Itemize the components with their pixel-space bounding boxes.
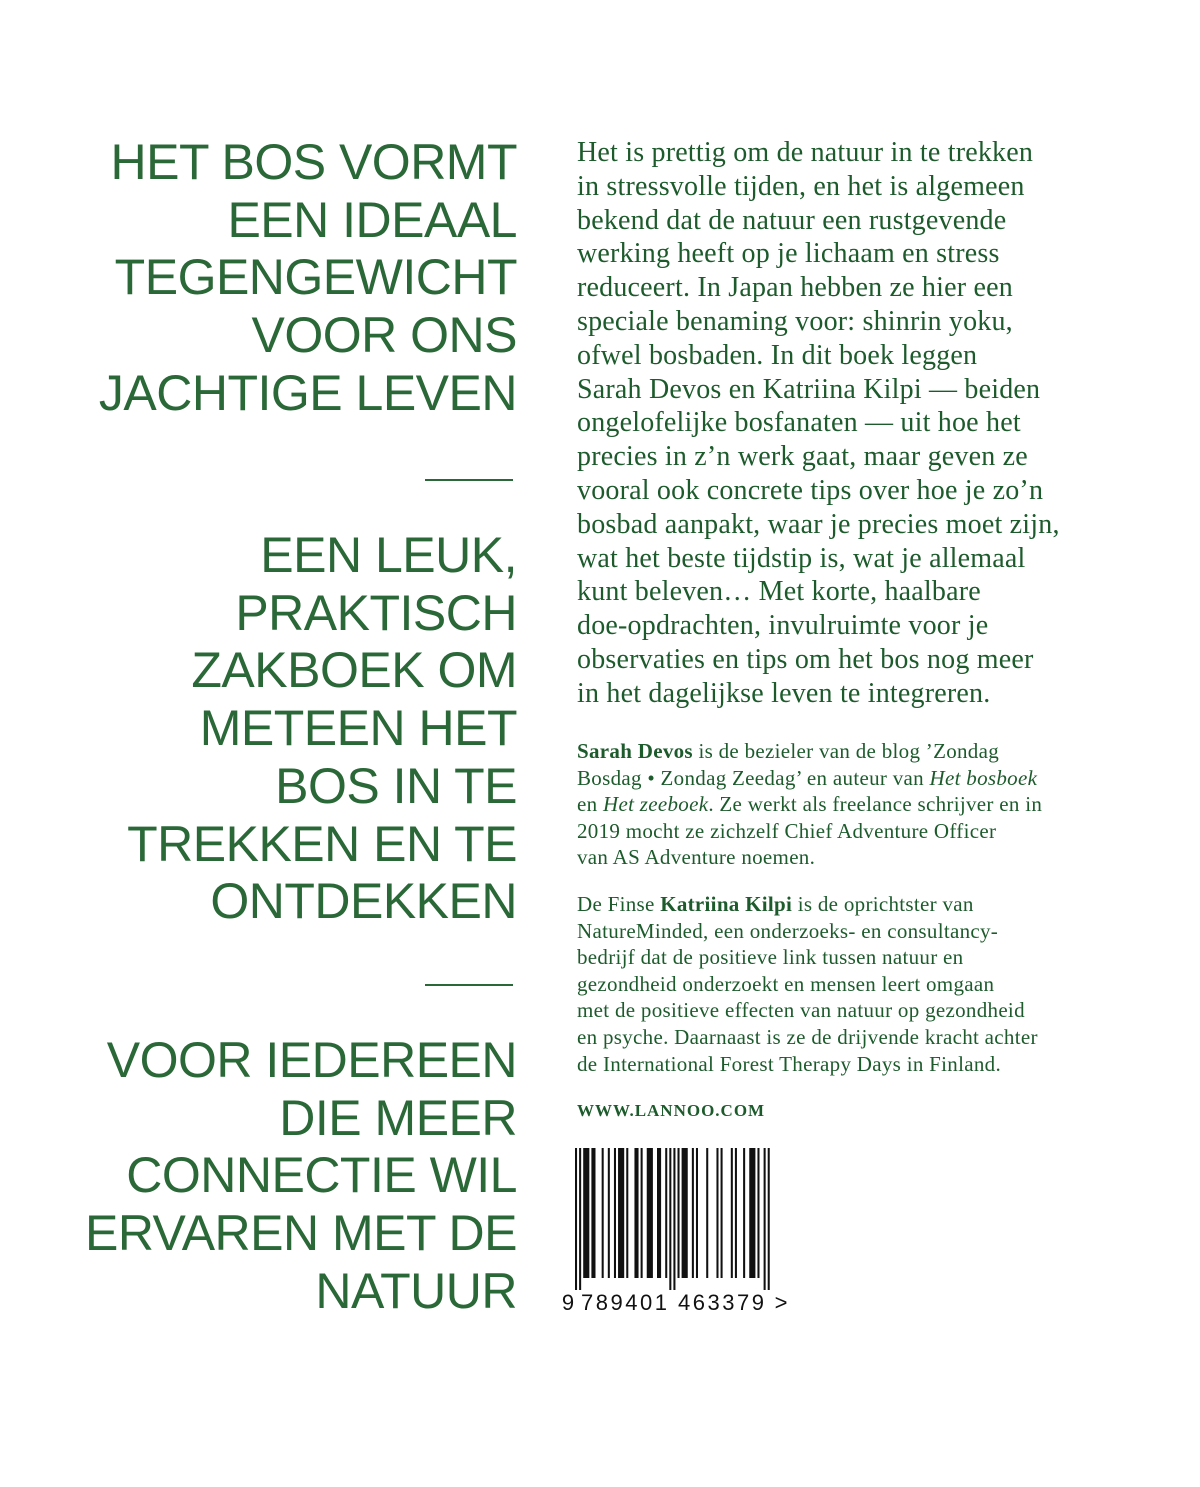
barcode-quiet-zone-mark: > [774, 1290, 788, 1315]
bio-text: de International Forest Therapy Days in Finland. [577, 1051, 1002, 1076]
barcode-bar [764, 1148, 766, 1290]
bio-text: met de positieve effecten van natuur op gezondheid [577, 998, 1025, 1023]
headline-block-forest [20, 134, 517, 423]
blurb-line: vooral ook concrete tips over hoe je zo’n [577, 474, 1044, 506]
blurb-line: bekend dat de natuur een rustgevende [577, 204, 1007, 236]
bio-line [577, 997, 1038, 1024]
barcode-bar [735, 1148, 737, 1278]
headline-line: ZAKBOEK OM [191, 642, 517, 699]
book-title: Het bosboek [929, 765, 1038, 790]
barcode-bar [602, 1148, 604, 1278]
barcode-bar [706, 1148, 708, 1278]
bio-line [577, 844, 1042, 871]
headline-block-audience [20, 1032, 517, 1321]
blurb-line: wat het beste tijdstip is, wat je allemaal [577, 542, 1026, 574]
barcode-bar [716, 1148, 718, 1278]
author-name: Sarah Devos [577, 739, 693, 763]
bio-text: NatureMinded, een onderzoeks- en consultancy- [577, 918, 999, 943]
barcode-right-digits: 463379 [678, 1290, 764, 1315]
publisher-website: WWW.LANNOO.COM [577, 1101, 766, 1120]
bio-text: bedrijf dat de positieve link tussen natuur en [577, 945, 964, 970]
barcode-bar [696, 1148, 698, 1278]
blurb-line: ofwel bosbaden. In dit boek leggen [577, 339, 978, 371]
barcode-bar [673, 1148, 675, 1290]
barcode-bar [634, 1148, 638, 1278]
bio-line [577, 818, 1042, 845]
bio-text: 2019 mocht ze zichzelf Chief Adventure Officer [577, 818, 997, 843]
barcode-bar [743, 1148, 745, 1278]
book-blurb [577, 136, 1060, 711]
bio-line [577, 918, 1038, 945]
barcode-bar [591, 1148, 595, 1278]
barcode-bar [768, 1148, 770, 1290]
barcode-bar [721, 1148, 723, 1278]
bio-text: De Finse [577, 892, 661, 916]
bio-text: Bosdag • Zondag Zeedag’ en auteur van [577, 765, 930, 790]
headline-line: JACHTIGE LEVEN [98, 364, 517, 421]
blurb-line: Het is prettig om de natuur in te trekken [577, 137, 1034, 168]
blurb-line: bosbad aanpakt, waar je precies moet zijn, [577, 508, 1060, 540]
barcode-lead-digit: 9 [561, 1290, 575, 1315]
headline-line: TREKKEN EN TE [127, 815, 517, 872]
barcode-bar [749, 1148, 755, 1278]
headline-line: DIE MEER [279, 1089, 517, 1146]
author-name: Katriina Kilpi [660, 892, 793, 916]
bio-line [577, 1051, 1038, 1078]
author-bio-sarah-devos [577, 738, 1042, 871]
headline-line: ERVAREN MET DE [85, 1205, 517, 1262]
barcode-left-digits: 789401 [581, 1290, 667, 1315]
headline-line: EEN IDEAAL [227, 191, 517, 248]
barcode-bars [575, 1148, 770, 1290]
barcode-bar [647, 1148, 653, 1278]
barcode-bar [618, 1148, 624, 1278]
headline-line: NATUUR [315, 1262, 517, 1319]
blurb-line: observaties en tips om het bos nog meer [577, 643, 1034, 675]
blurb-line: speciale benaming voor: shinrin yoku, [577, 305, 1013, 337]
bio-text: en [577, 792, 603, 817]
bio-line [577, 891, 1038, 918]
barcode-bar [669, 1148, 671, 1290]
section-divider [425, 479, 513, 481]
book-title: Het zeeboek [602, 792, 709, 817]
barcode-bar [614, 1148, 616, 1278]
bio-line [577, 1024, 1038, 1051]
headline-block-pocketbook [20, 527, 517, 931]
blurb-line: doe-opdrachten, invulruimte voor je [577, 610, 989, 642]
headline-line: METEEN HET [199, 700, 517, 757]
blurb-line: werking heeft op je lichaam en stress [577, 238, 1000, 270]
author-bio-katriina-kilpi [577, 891, 1038, 1077]
headline-line: HET BOS VORMT [110, 134, 517, 190]
headline-line: ONTDEKKEN [210, 873, 517, 930]
bio-text: is de bezieler van de blog ’Zondag [692, 739, 1000, 763]
blurb-line: kunt beleven… Met korte, haalbare [577, 576, 981, 608]
barcode-bar [665, 1148, 667, 1278]
blurb-line: precies in z’n werk gaat, maar geven ze [577, 441, 1028, 473]
barcode-bar [583, 1148, 589, 1278]
barcode-bar [731, 1148, 733, 1278]
bio-text: is de oprichtster van [792, 892, 974, 916]
headline-line: BOS IN TE [275, 757, 517, 814]
headline-line: TEGENGEWICHT [114, 249, 517, 306]
bio-line [577, 971, 1038, 998]
bio-line [577, 738, 1042, 765]
bio-text: . Ze werkt als freelance schrijver en in [708, 792, 1043, 817]
headline-line: EEN LEUK, [260, 527, 517, 583]
barcode-bar [757, 1148, 759, 1278]
bio-line [577, 791, 1042, 818]
headline-line: VOOR IEDEREEN [106, 1032, 517, 1088]
headline-line: VOOR ONS [251, 307, 517, 364]
headline-line: PRAKTISCH [235, 584, 517, 641]
barcode-bar [657, 1148, 661, 1278]
blurb-line: in het dagelijkse leven te integreren. [577, 677, 991, 709]
headline-line: CONNECTIE WIL [126, 1147, 517, 1204]
bio-text: gezondheid onderzoekt en mensen leert omgaan [577, 971, 995, 996]
bio-line [577, 765, 1042, 792]
bio-text: van AS Adventure noemen. [577, 845, 816, 870]
barcode-bar [575, 1148, 577, 1290]
blurb-line: reduceert. In Japan hebben ze hier een [577, 272, 1013, 304]
barcode-bar [682, 1148, 688, 1278]
barcode-bar [579, 1148, 581, 1290]
blurb-line: ongelofelijke bosfanaten — uit hoe het [577, 407, 1021, 439]
bio-line [577, 944, 1038, 971]
bio-text: en psyche. Daarnaast is ze de drijvende kracht achter [577, 1024, 1038, 1049]
barcode-bar [678, 1148, 680, 1278]
barcode-bar [608, 1148, 610, 1278]
barcode-bar [692, 1148, 694, 1278]
section-divider [425, 984, 513, 986]
isbn-barcode [555, 1148, 795, 1318]
blurb-line: Sarah Devos en Katriina Kilpi — beiden [577, 373, 1041, 405]
barcode-bar [641, 1148, 643, 1278]
blurb-line: in stressvolle tijden, en het is algemeen [577, 170, 1025, 202]
barcode-bar [626, 1148, 628, 1278]
